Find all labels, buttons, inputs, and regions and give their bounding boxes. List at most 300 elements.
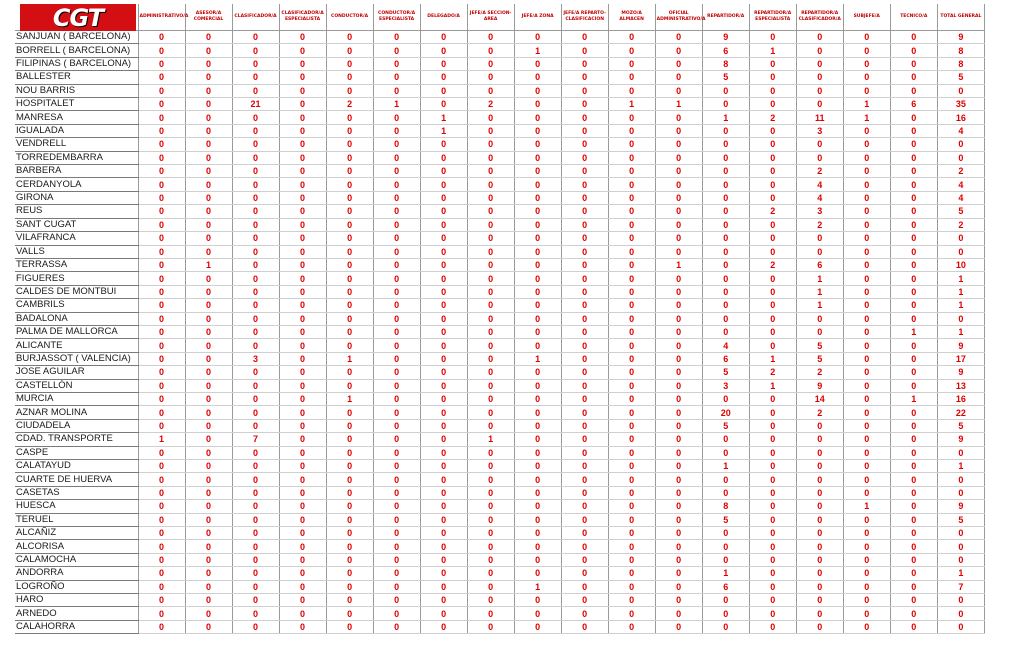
value-cell: 0 bbox=[843, 339, 890, 352]
value-cell: 0 bbox=[185, 446, 232, 459]
value-cell: 0 bbox=[373, 446, 420, 459]
value-cell: 0 bbox=[420, 352, 467, 365]
value-cell: 0 bbox=[326, 57, 373, 70]
value-cell: 0 bbox=[420, 151, 467, 164]
value-cell: 0 bbox=[561, 299, 608, 312]
value-cell: 1 bbox=[514, 352, 561, 365]
value-cell: 0 bbox=[514, 500, 561, 513]
value-cell: 0 bbox=[420, 473, 467, 486]
value-cell: 0 bbox=[232, 191, 279, 204]
value-cell: 0 bbox=[702, 124, 749, 137]
value-cell: 0 bbox=[843, 473, 890, 486]
value-cell: 0 bbox=[796, 245, 843, 258]
value-cell: 0 bbox=[420, 594, 467, 607]
value-cell: 0 bbox=[467, 71, 514, 84]
value-cell: 0 bbox=[514, 218, 561, 231]
value-cell: 0 bbox=[467, 352, 514, 365]
row-label: VILAFRANCA bbox=[15, 232, 138, 245]
value-cell: 0 bbox=[467, 218, 514, 231]
value-cell: 0 bbox=[608, 339, 655, 352]
value-cell: 0 bbox=[749, 406, 796, 419]
table-row bbox=[15, 620, 985, 633]
value-cell: 0 bbox=[796, 232, 843, 245]
value-cell: 0 bbox=[420, 178, 467, 191]
value-cell: 0 bbox=[890, 486, 937, 499]
value-cell: 1 bbox=[702, 111, 749, 124]
value-cell: 0 bbox=[279, 138, 326, 151]
value-cell: 0 bbox=[514, 325, 561, 338]
value-cell: 6 bbox=[702, 44, 749, 57]
row-label: CALDES DE MONTBUI bbox=[15, 285, 138, 298]
value-cell: 0 bbox=[420, 98, 467, 111]
value-cell: 0 bbox=[138, 460, 185, 473]
value-cell: 0 bbox=[326, 419, 373, 432]
value-cell: 0 bbox=[373, 124, 420, 137]
value-cell: 0 bbox=[561, 446, 608, 459]
value-cell: 0 bbox=[373, 31, 420, 44]
value-cell: 0 bbox=[514, 406, 561, 419]
value-cell: 2 bbox=[749, 366, 796, 379]
value-cell: 0 bbox=[138, 446, 185, 459]
value-cell: 0 bbox=[185, 527, 232, 540]
value-cell: 0 bbox=[185, 312, 232, 325]
value-cell: 0 bbox=[890, 473, 937, 486]
row-label: BURJASSOT ( VALENCIA) bbox=[15, 352, 138, 365]
value-cell: 0 bbox=[843, 325, 890, 338]
value-cell: 0 bbox=[326, 540, 373, 553]
value-cell: 0 bbox=[608, 500, 655, 513]
value-cell: 0 bbox=[843, 553, 890, 566]
value-cell: 0 bbox=[326, 325, 373, 338]
value-cell: 0 bbox=[608, 272, 655, 285]
value-cell: 0 bbox=[279, 553, 326, 566]
value-cell: 5 bbox=[702, 513, 749, 526]
value-cell: 0 bbox=[608, 165, 655, 178]
value-cell: 0 bbox=[467, 500, 514, 513]
column-header: MOZO/A ALMACEN bbox=[608, 4, 655, 31]
value-cell: 0 bbox=[702, 607, 749, 620]
value-cell: 0 bbox=[373, 285, 420, 298]
value-cell: 0 bbox=[232, 473, 279, 486]
value-cell: 0 bbox=[138, 419, 185, 432]
value-cell: 0 bbox=[326, 111, 373, 124]
value-cell: 0 bbox=[279, 312, 326, 325]
value-cell: 0 bbox=[608, 419, 655, 432]
value-cell: 2 bbox=[796, 366, 843, 379]
value-cell: 0 bbox=[890, 379, 937, 392]
value-cell: 0 bbox=[279, 594, 326, 607]
value-cell: 0 bbox=[279, 245, 326, 258]
value-cell: 0 bbox=[702, 553, 749, 566]
value-cell: 0 bbox=[749, 124, 796, 137]
value-cell: 0 bbox=[420, 580, 467, 593]
value-cell: 0 bbox=[608, 151, 655, 164]
value-cell: 0 bbox=[326, 44, 373, 57]
value-cell: 0 bbox=[796, 44, 843, 57]
value-cell: 0 bbox=[185, 567, 232, 580]
value-cell: 0 bbox=[232, 299, 279, 312]
value-cell: 0 bbox=[890, 205, 937, 218]
value-cell: 0 bbox=[561, 540, 608, 553]
value-cell: 0 bbox=[185, 473, 232, 486]
table-row bbox=[15, 218, 985, 231]
value-cell: 0 bbox=[279, 285, 326, 298]
value-cell: 0 bbox=[420, 500, 467, 513]
total-cell: 4 bbox=[937, 178, 984, 191]
value-cell: 0 bbox=[467, 84, 514, 97]
value-cell: 0 bbox=[420, 205, 467, 218]
row-label: CUARTE DE HUERVA bbox=[15, 473, 138, 486]
row-label: GIRONA bbox=[15, 191, 138, 204]
value-cell: 0 bbox=[561, 352, 608, 365]
value-cell: 0 bbox=[702, 620, 749, 633]
value-cell: 0 bbox=[420, 366, 467, 379]
value-cell: 0 bbox=[232, 446, 279, 459]
value-cell: 0 bbox=[232, 513, 279, 526]
value-cell: 0 bbox=[232, 218, 279, 231]
value-cell: 0 bbox=[890, 31, 937, 44]
value-cell: 0 bbox=[232, 406, 279, 419]
table-row bbox=[15, 486, 985, 499]
value-cell: 0 bbox=[890, 245, 937, 258]
value-cell: 21 bbox=[232, 98, 279, 111]
value-cell: 0 bbox=[890, 352, 937, 365]
value-cell: 0 bbox=[373, 366, 420, 379]
value-cell: 0 bbox=[279, 98, 326, 111]
value-cell: 0 bbox=[608, 446, 655, 459]
value-cell: 0 bbox=[843, 392, 890, 405]
value-cell: 0 bbox=[843, 191, 890, 204]
value-cell: 0 bbox=[138, 580, 185, 593]
value-cell: 0 bbox=[232, 540, 279, 553]
value-cell: 0 bbox=[185, 98, 232, 111]
value-cell: 11 bbox=[796, 111, 843, 124]
value-cell: 0 bbox=[749, 285, 796, 298]
value-cell: 0 bbox=[749, 339, 796, 352]
value-cell: 0 bbox=[326, 486, 373, 499]
value-cell: 0 bbox=[890, 620, 937, 633]
row-label: HOSPITALET bbox=[15, 98, 138, 111]
value-cell: 0 bbox=[749, 272, 796, 285]
table-row bbox=[15, 460, 985, 473]
total-cell: 1 bbox=[937, 325, 984, 338]
value-cell: 0 bbox=[796, 138, 843, 151]
row-label: MANRESA bbox=[15, 111, 138, 124]
value-cell: 0 bbox=[608, 218, 655, 231]
value-cell: 0 bbox=[514, 607, 561, 620]
value-cell: 0 bbox=[561, 527, 608, 540]
value-cell: 0 bbox=[796, 71, 843, 84]
value-cell: 0 bbox=[655, 620, 702, 633]
value-cell: 0 bbox=[843, 594, 890, 607]
table-row bbox=[15, 433, 985, 446]
row-label: BORRELL ( BARCELONA) bbox=[15, 44, 138, 57]
value-cell: 0 bbox=[279, 460, 326, 473]
value-cell: 0 bbox=[185, 299, 232, 312]
value-cell: 0 bbox=[514, 594, 561, 607]
value-cell: 0 bbox=[514, 419, 561, 432]
value-cell: 0 bbox=[843, 419, 890, 432]
value-cell: 0 bbox=[185, 151, 232, 164]
value-cell: 3 bbox=[232, 352, 279, 365]
value-cell: 0 bbox=[138, 339, 185, 352]
value-cell: 0 bbox=[608, 392, 655, 405]
value-cell: 0 bbox=[232, 272, 279, 285]
table-row bbox=[15, 299, 985, 312]
row-label: CIUDADELA bbox=[15, 419, 138, 432]
value-cell: 0 bbox=[373, 379, 420, 392]
value-cell: 0 bbox=[467, 339, 514, 352]
value-cell: 0 bbox=[561, 580, 608, 593]
value-cell: 0 bbox=[655, 124, 702, 137]
value-cell: 0 bbox=[420, 57, 467, 70]
value-cell: 0 bbox=[185, 392, 232, 405]
value-cell: 0 bbox=[232, 151, 279, 164]
value-cell: 0 bbox=[326, 218, 373, 231]
value-cell: 0 bbox=[279, 232, 326, 245]
column-header: OFICIAL ADMINISTRATIVO/A bbox=[655, 4, 702, 31]
value-cell: 0 bbox=[279, 580, 326, 593]
value-cell: 0 bbox=[749, 527, 796, 540]
value-cell: 0 bbox=[561, 339, 608, 352]
value-cell: 0 bbox=[843, 312, 890, 325]
value-cell: 0 bbox=[608, 178, 655, 191]
value-cell: 0 bbox=[561, 312, 608, 325]
value-cell: 3 bbox=[702, 379, 749, 392]
value-cell: 0 bbox=[467, 245, 514, 258]
row-label: VENDRELL bbox=[15, 138, 138, 151]
column-header: ADMINISTRATIVO/A bbox=[138, 4, 185, 31]
value-cell: 0 bbox=[373, 44, 420, 57]
value-cell: 0 bbox=[420, 527, 467, 540]
value-cell: 0 bbox=[890, 151, 937, 164]
value-cell: 0 bbox=[279, 540, 326, 553]
value-cell: 0 bbox=[843, 44, 890, 57]
value-cell: 0 bbox=[467, 406, 514, 419]
value-cell: 0 bbox=[279, 406, 326, 419]
value-cell: 0 bbox=[373, 191, 420, 204]
value-cell: 0 bbox=[655, 352, 702, 365]
value-cell: 0 bbox=[655, 178, 702, 191]
value-cell: 0 bbox=[890, 178, 937, 191]
value-cell: 0 bbox=[232, 44, 279, 57]
value-cell: 0 bbox=[749, 553, 796, 566]
value-cell: 0 bbox=[702, 151, 749, 164]
value-cell: 0 bbox=[279, 84, 326, 97]
value-cell: 0 bbox=[749, 460, 796, 473]
value-cell: 0 bbox=[420, 165, 467, 178]
value-cell: 0 bbox=[843, 71, 890, 84]
value-cell: 0 bbox=[279, 433, 326, 446]
value-cell: 0 bbox=[796, 500, 843, 513]
row-label: HARO bbox=[15, 594, 138, 607]
value-cell: 1 bbox=[843, 98, 890, 111]
value-cell: 0 bbox=[326, 71, 373, 84]
value-cell: 0 bbox=[608, 379, 655, 392]
value-cell: 0 bbox=[890, 44, 937, 57]
total-cell: 4 bbox=[937, 124, 984, 137]
value-cell: 0 bbox=[608, 232, 655, 245]
total-cell: 5 bbox=[937, 205, 984, 218]
value-cell: 0 bbox=[138, 406, 185, 419]
value-cell: 0 bbox=[843, 620, 890, 633]
row-label: TORREDEMBARRA bbox=[15, 151, 138, 164]
value-cell: 2 bbox=[796, 165, 843, 178]
value-cell: 0 bbox=[467, 419, 514, 432]
table-row bbox=[15, 607, 985, 620]
value-cell: 0 bbox=[655, 594, 702, 607]
value-cell: 0 bbox=[514, 620, 561, 633]
value-cell: 0 bbox=[326, 312, 373, 325]
value-cell: 0 bbox=[561, 31, 608, 44]
value-cell: 0 bbox=[749, 138, 796, 151]
value-cell: 20 bbox=[702, 406, 749, 419]
value-cell: 0 bbox=[326, 151, 373, 164]
value-cell: 0 bbox=[796, 325, 843, 338]
value-cell: 0 bbox=[138, 285, 185, 298]
value-cell: 0 bbox=[749, 178, 796, 191]
value-cell: 0 bbox=[608, 299, 655, 312]
value-cell: 0 bbox=[326, 124, 373, 137]
value-cell: 0 bbox=[796, 540, 843, 553]
value-cell: 0 bbox=[232, 379, 279, 392]
value-cell: 6 bbox=[702, 352, 749, 365]
value-cell: 6 bbox=[796, 258, 843, 271]
value-cell: 0 bbox=[702, 232, 749, 245]
value-cell: 0 bbox=[514, 392, 561, 405]
row-label: JOSE AGUILAR bbox=[15, 366, 138, 379]
table-row bbox=[15, 111, 985, 124]
value-cell: 0 bbox=[561, 460, 608, 473]
value-cell: 0 bbox=[185, 339, 232, 352]
value-cell: 0 bbox=[655, 138, 702, 151]
value-cell: 0 bbox=[232, 419, 279, 432]
value-cell: 0 bbox=[608, 620, 655, 633]
row-label: REUS bbox=[15, 205, 138, 218]
value-cell: 0 bbox=[702, 98, 749, 111]
value-cell: 0 bbox=[232, 258, 279, 271]
value-cell: 0 bbox=[420, 84, 467, 97]
value-cell: 0 bbox=[467, 392, 514, 405]
value-cell: 0 bbox=[326, 446, 373, 459]
value-cell: 1 bbox=[843, 111, 890, 124]
value-cell: 0 bbox=[655, 84, 702, 97]
value-cell: 0 bbox=[796, 151, 843, 164]
value-cell: 0 bbox=[232, 312, 279, 325]
table-row bbox=[15, 406, 985, 419]
value-cell: 0 bbox=[467, 299, 514, 312]
value-cell: 0 bbox=[890, 594, 937, 607]
value-cell: 0 bbox=[185, 553, 232, 566]
value-cell: 0 bbox=[749, 540, 796, 553]
total-cell: 0 bbox=[937, 151, 984, 164]
value-cell: 5 bbox=[702, 71, 749, 84]
column-header: CONDUCTOR/A bbox=[326, 4, 373, 31]
value-cell: 0 bbox=[279, 419, 326, 432]
table-row bbox=[15, 513, 985, 526]
column-header: DELEGADO/A bbox=[420, 4, 467, 31]
value-cell: 0 bbox=[702, 245, 749, 258]
value-cell: 0 bbox=[514, 232, 561, 245]
value-cell: 0 bbox=[890, 71, 937, 84]
table-row bbox=[15, 84, 985, 97]
value-cell: 0 bbox=[796, 433, 843, 446]
value-cell: 0 bbox=[514, 258, 561, 271]
total-cell: 9 bbox=[937, 500, 984, 513]
value-cell: 1 bbox=[890, 325, 937, 338]
value-cell: 0 bbox=[467, 540, 514, 553]
row-label: CASETAS bbox=[15, 486, 138, 499]
value-cell: 0 bbox=[655, 366, 702, 379]
value-cell: 0 bbox=[232, 460, 279, 473]
value-cell: 0 bbox=[561, 486, 608, 499]
value-cell: 1 bbox=[796, 272, 843, 285]
value-cell: 0 bbox=[890, 299, 937, 312]
row-label: ARNEDO bbox=[15, 607, 138, 620]
value-cell: 1 bbox=[373, 98, 420, 111]
value-cell: 0 bbox=[561, 553, 608, 566]
value-cell: 0 bbox=[373, 205, 420, 218]
value-cell: 0 bbox=[608, 433, 655, 446]
value-cell: 0 bbox=[890, 124, 937, 137]
value-cell: 0 bbox=[702, 446, 749, 459]
value-cell: 0 bbox=[467, 111, 514, 124]
value-cell: 0 bbox=[702, 325, 749, 338]
value-cell: 0 bbox=[561, 325, 608, 338]
value-cell: 0 bbox=[373, 473, 420, 486]
value-cell: 0 bbox=[514, 124, 561, 137]
value-cell: 0 bbox=[749, 433, 796, 446]
value-cell: 0 bbox=[138, 299, 185, 312]
value-cell: 0 bbox=[232, 84, 279, 97]
value-cell: 0 bbox=[843, 460, 890, 473]
value-cell: 1 bbox=[749, 379, 796, 392]
table-row bbox=[15, 57, 985, 70]
value-cell: 0 bbox=[467, 553, 514, 566]
value-cell: 0 bbox=[185, 580, 232, 593]
value-cell: 0 bbox=[373, 594, 420, 607]
column-header: JEFE/A SECCION-AREA bbox=[467, 4, 514, 31]
value-cell: 0 bbox=[608, 111, 655, 124]
table-row bbox=[15, 245, 985, 258]
column-header: JEFE/A ZONA bbox=[514, 4, 561, 31]
value-cell: 0 bbox=[608, 352, 655, 365]
value-cell: 0 bbox=[561, 285, 608, 298]
value-cell: 0 bbox=[890, 553, 937, 566]
value-cell: 0 bbox=[655, 392, 702, 405]
value-cell: 0 bbox=[655, 433, 702, 446]
value-cell: 0 bbox=[749, 325, 796, 338]
value-cell: 0 bbox=[890, 567, 937, 580]
value-cell: 0 bbox=[702, 165, 749, 178]
value-cell: 0 bbox=[326, 379, 373, 392]
value-cell: 0 bbox=[467, 285, 514, 298]
column-header: CLASIFICADOR/A ESPECIALISTA bbox=[279, 4, 326, 31]
value-cell: 0 bbox=[608, 594, 655, 607]
value-cell: 0 bbox=[561, 500, 608, 513]
value-cell: 0 bbox=[373, 84, 420, 97]
value-cell: 0 bbox=[138, 272, 185, 285]
value-cell: 0 bbox=[749, 312, 796, 325]
value-cell: 0 bbox=[279, 392, 326, 405]
value-cell: 0 bbox=[279, 178, 326, 191]
value-cell: 0 bbox=[796, 460, 843, 473]
value-cell: 0 bbox=[514, 473, 561, 486]
value-cell: 0 bbox=[655, 473, 702, 486]
row-label: CERDANYOLA bbox=[15, 178, 138, 191]
row-label: AZNAR MOLINA bbox=[15, 406, 138, 419]
value-cell: 0 bbox=[890, 165, 937, 178]
